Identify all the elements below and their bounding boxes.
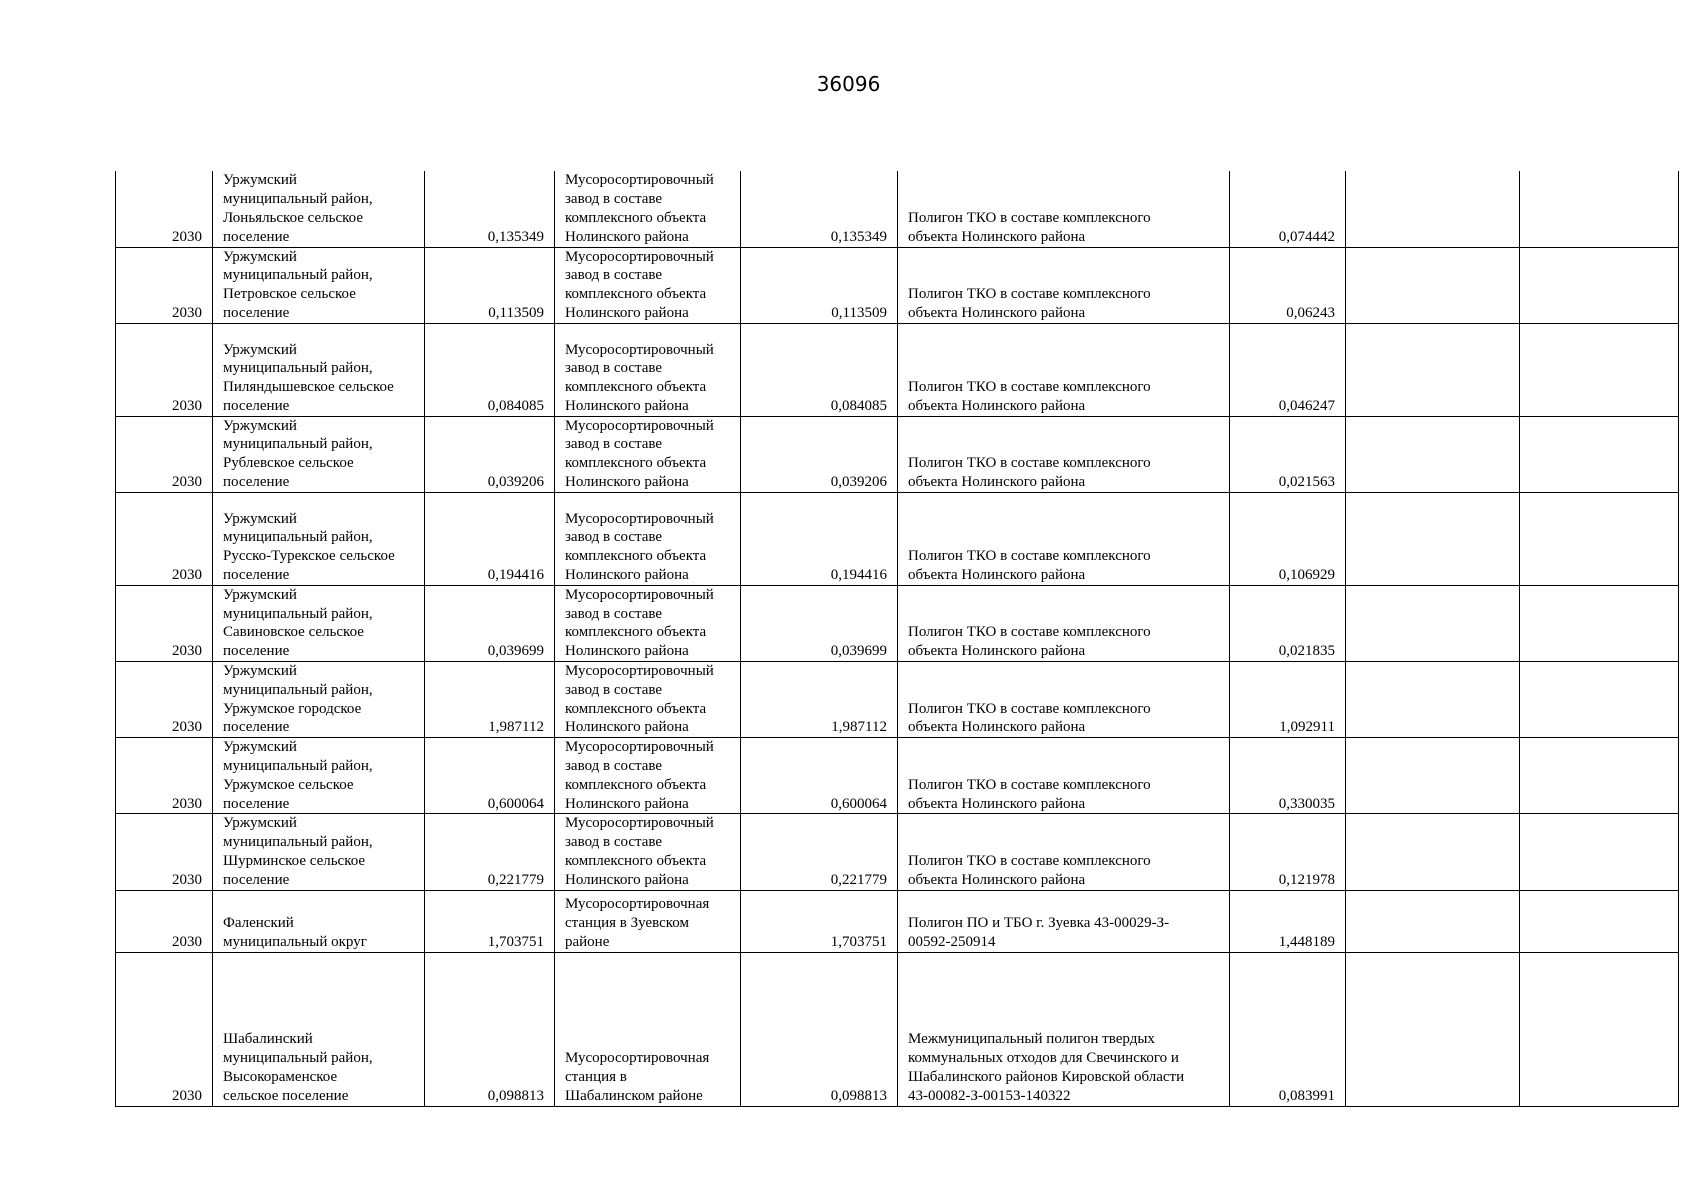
- cell-mass-landfilled: 1,448189: [1230, 890, 1346, 952]
- cell-municipality: Уржумский муниципальный район, Пиляндышевское сельское поселение: [213, 323, 425, 416]
- cell-municipality: Уржумский муниципальный район, Русско-Турекское сельское поселение: [213, 492, 425, 585]
- cell-empty: [1346, 662, 1520, 738]
- cell-landfill: Полигон ТКО в составе комплексного объекта Нолинского района: [898, 416, 1230, 492]
- cell-year: 2030: [116, 890, 213, 952]
- table-row: [116, 247, 1679, 323]
- cell-empty: [1346, 492, 1520, 585]
- table-row: [116, 171, 1679, 247]
- cell-empty: [1520, 247, 1679, 323]
- cell-landfill: Полигон ТКО в составе комплексного объекта Нолинского района: [898, 171, 1230, 247]
- cell-mass-generated: 0,039699: [425, 585, 555, 661]
- cell-mass-processed: 0,135349: [741, 171, 898, 247]
- table-row: [116, 738, 1679, 814]
- cell-mass-generated: 1,703751: [425, 890, 555, 952]
- cell-landfill: Полигон ТКО в составе комплексного объекта Нолинского района: [898, 323, 1230, 416]
- cell-processing-facility: Мусоросортировочная станция в Зуевском районе: [555, 890, 741, 952]
- cell-mass-landfilled: 1,092911: [1230, 662, 1346, 738]
- cell-mass-generated: 0,039206: [425, 416, 555, 492]
- cell-year: 2030: [116, 738, 213, 814]
- cell-municipality: Уржумский муниципальный район, Савиновское сельское поселение: [213, 585, 425, 661]
- cell-empty: [1520, 585, 1679, 661]
- cell-year: 2030: [116, 416, 213, 492]
- cell-mass-generated: 0,135349: [425, 171, 555, 247]
- cell-landfill: Полигон ТКО в составе комплексного объекта Нолинского района: [898, 662, 1230, 738]
- cell-empty: [1346, 890, 1520, 952]
- cell-empty: [1520, 738, 1679, 814]
- cell-empty: [1520, 492, 1679, 585]
- cell-empty: [1520, 416, 1679, 492]
- cell-year: 2030: [116, 814, 213, 890]
- cell-processing-facility: Мусоросортировочный завод в составе комплексного объекта Нолинского района: [555, 738, 741, 814]
- cell-processing-facility: Мусоросортировочный завод в составе комплексного объекта Нолинского района: [555, 247, 741, 323]
- cell-year: 2030: [116, 247, 213, 323]
- cell-year: 2030: [116, 952, 213, 1106]
- cell-municipality: Уржумский муниципальный район, Петровское сельское поселение: [213, 247, 425, 323]
- table-row: [116, 585, 1679, 661]
- table-row: [116, 952, 1679, 1106]
- cell-mass-processed: 0,113509: [741, 247, 898, 323]
- cell-mass-landfilled: 0,021563: [1230, 416, 1346, 492]
- cell-mass-processed: 0,039699: [741, 585, 898, 661]
- cell-mass-landfilled: 0,330035: [1230, 738, 1346, 814]
- cell-empty: [1520, 171, 1679, 247]
- cell-year: 2030: [116, 585, 213, 661]
- cell-mass-generated: 0,600064: [425, 738, 555, 814]
- cell-empty: [1346, 952, 1520, 1106]
- cell-empty: [1346, 416, 1520, 492]
- cell-processing-facility: Мусоросортировочный завод в составе комплексного объекта Нолинского района: [555, 662, 741, 738]
- cell-empty: [1346, 247, 1520, 323]
- cell-mass-processed: 0,084085: [741, 323, 898, 416]
- cell-landfill: Полигон ТКО в составе комплексного объекта Нолинского района: [898, 492, 1230, 585]
- cell-year: 2030: [116, 323, 213, 416]
- table-row: [116, 890, 1679, 952]
- cell-municipality: Уржумский муниципальный район, Лоньяльское сельское поселение: [213, 171, 425, 247]
- cell-mass-generated: 1,987112: [425, 662, 555, 738]
- cell-landfill: Полигон ПО и ТБО г. Зуевка 43-00029-З- 00592-250914: [898, 890, 1230, 952]
- cell-empty: [1520, 890, 1679, 952]
- cell-municipality: Уржумский муниципальный район, Уржумское сельское поселение: [213, 738, 425, 814]
- page-number: 36096: [816, 72, 881, 96]
- cell-landfill: Полигон ТКО в составе комплексного объекта Нолинского района: [898, 814, 1230, 890]
- cell-landfill: Полигон ТКО в составе комплексного объекта Нолинского района: [898, 585, 1230, 661]
- cell-mass-generated: 0,221779: [425, 814, 555, 890]
- cell-processing-facility: Мусоросортировочный завод в составе комплексного объекта Нолинского района: [555, 323, 741, 416]
- cell-mass-landfilled: 0,121978: [1230, 814, 1346, 890]
- cell-empty: [1346, 738, 1520, 814]
- cell-year: 2030: [116, 171, 213, 247]
- cell-year: 2030: [116, 492, 213, 585]
- table-row: [116, 814, 1679, 890]
- cell-mass-landfilled: 0,021835: [1230, 585, 1346, 661]
- cell-landfill: Полигон ТКО в составе комплексного объекта Нолинского района: [898, 247, 1230, 323]
- table-row: [116, 662, 1679, 738]
- cell-municipality: Уржумский муниципальный район, Рублевское сельское поселение: [213, 416, 425, 492]
- cell-landfill: Полигон ТКО в составе комплексного объекта Нолинского района: [898, 738, 1230, 814]
- cell-mass-processed: 0,194416: [741, 492, 898, 585]
- cell-mass-processed: 0,600064: [741, 738, 898, 814]
- cell-municipality: Уржумский муниципальный район, Уржумское городское поселение: [213, 662, 425, 738]
- cell-mass-landfilled: 0,046247: [1230, 323, 1346, 416]
- cell-mass-processed: 0,039206: [741, 416, 898, 492]
- cell-landfill: Межмуниципальный полигон твердых коммунальных отходов для Свечинского и Шабалинского районов Кировской области 43-00082-З-00153-140322: [898, 952, 1230, 1106]
- cell-processing-facility: Мусоросортировочная станция в Шабалинском районе: [555, 952, 741, 1106]
- cell-processing-facility: Мусоросортировочный завод в составе комплексного объекта Нолинского района: [555, 416, 741, 492]
- cell-processing-facility: Мусоросортировочный завод в составе комплексного объекта Нолинского района: [555, 492, 741, 585]
- table-body: [116, 171, 1679, 1106]
- cell-empty: [1520, 814, 1679, 890]
- cell-mass-processed: 1,987112: [741, 662, 898, 738]
- cell-processing-facility: Мусоросортировочный завод в составе комплексного объекта Нолинского района: [555, 171, 741, 247]
- cell-empty: [1346, 585, 1520, 661]
- cell-municipality: Шабалинский муниципальный район, Высокораменское сельское поселение: [213, 952, 425, 1106]
- cell-empty: [1346, 171, 1520, 247]
- table-row: [116, 416, 1679, 492]
- cell-processing-facility: Мусоросортировочный завод в составе комплексного объекта Нолинского района: [555, 585, 741, 661]
- cell-mass-generated: 0,084085: [425, 323, 555, 416]
- cell-year: 2030: [116, 662, 213, 738]
- cell-mass-processed: 0,221779: [741, 814, 898, 890]
- cell-empty: [1520, 952, 1679, 1106]
- cell-processing-facility: Мусоросортировочный завод в составе комплексного объекта Нолинского района: [555, 814, 741, 890]
- cell-mass-generated: 0,098813: [425, 952, 555, 1106]
- cell-empty: [1520, 662, 1679, 738]
- cell-mass-processed: 0,098813: [741, 952, 898, 1106]
- cell-mass-landfilled: 0,106929: [1230, 492, 1346, 585]
- cell-mass-generated: 0,194416: [425, 492, 555, 585]
- cell-mass-landfilled: 0,06243: [1230, 247, 1346, 323]
- cell-empty: [1346, 814, 1520, 890]
- table-row: [116, 492, 1679, 585]
- table-row: [116, 323, 1679, 416]
- cell-municipality: Фаленский муниципальный округ: [213, 890, 425, 952]
- cell-mass-landfilled: 0,083991: [1230, 952, 1346, 1106]
- cell-municipality: Уржумский муниципальный район, Шурминское сельское поселение: [213, 814, 425, 890]
- cell-mass-landfilled: 0,074442: [1230, 171, 1346, 247]
- cell-empty: [1520, 323, 1679, 416]
- cell-empty: [1346, 323, 1520, 416]
- cell-mass-generated: 0,113509: [425, 247, 555, 323]
- waste-flow-table: [115, 171, 1679, 1107]
- cell-mass-processed: 1,703751: [741, 890, 898, 952]
